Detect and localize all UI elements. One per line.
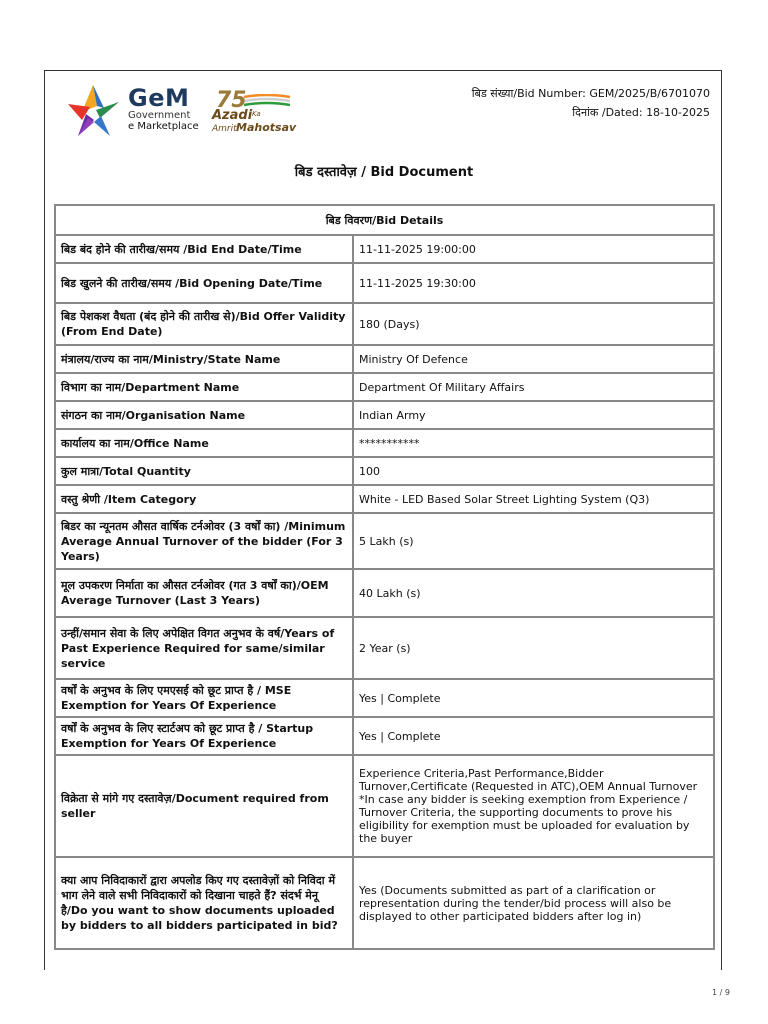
azadi-mahotsav: Mahotsav	[236, 121, 297, 134]
bid-number-value: GEM/2025/B/6701070	[589, 87, 710, 100]
table-body	[55, 235, 714, 949]
azadi-word: Azadi	[212, 108, 253, 123]
row-label: क्या आप निविदाकारों द्वारा अपलोड किए गए दस्तावेज़ों को निविदा में भाग लेने वाले सभी निविदाकारों को दिखाना चाहते हैं? संदर्भ मेनू है/Do you want to show documents uploaded by bidders to all bidders participated in bid?	[55, 857, 353, 949]
table-row	[55, 373, 714, 401]
table-row	[55, 755, 714, 857]
bid-meta	[472, 84, 710, 122]
table-row	[55, 717, 714, 755]
row-value: White - LED Based Solar Street Lighting System (Q3)	[353, 485, 714, 513]
row-label: संगठन का नाम/Organisation Name	[55, 401, 353, 429]
bid-number-label: बिड संख्या/Bid Number:	[471, 87, 586, 100]
row-value: Yes | Complete	[353, 679, 714, 717]
row-value: 100	[353, 457, 714, 485]
row-value: 11-11-2025 19:00:00	[353, 235, 714, 263]
row-label: बिड पेशकश वैधता (बंद होने की तारीख से)/Bid Offer Validity (From End Date)	[55, 303, 353, 345]
table-row	[55, 485, 714, 513]
row-label: उन्हीं/समान सेवा के लिए अपेक्षित विगत अनुभव के वर्ष/Years of Past Experience Required for same/similar service	[55, 617, 353, 679]
row-label: मंत्रालय/राज्य का नाम/Ministry/State Name	[55, 345, 353, 373]
table-row	[55, 235, 714, 263]
gem-subtitle-2: e Marketplace	[128, 121, 199, 132]
page-number: 1 / 9	[712, 988, 730, 997]
header-logos	[64, 82, 304, 144]
row-value: Ministry Of Defence	[353, 345, 714, 373]
row-label: वर्षों के अनुभव के लिए स्टार्टअप को छूट प्राप्त है / Startup Exemption for Years Of Experience	[55, 717, 353, 755]
azadi-ka-amrit-mahotsav-logo	[212, 88, 302, 140]
row-label: बिड खुलने की तारीख/समय /Bid Opening Date/Time	[55, 263, 353, 303]
document-title: बिड दस्तावेज़ / Bid Document	[294, 165, 474, 180]
azadi-75: 75	[216, 88, 247, 113]
table-heading: बिड विवरण/Bid Details	[55, 205, 714, 235]
bid-details-table	[54, 204, 715, 950]
table-row	[55, 679, 714, 717]
row-value: Yes | Complete	[353, 717, 714, 755]
azadi-ka: Ka	[252, 110, 261, 118]
table-row	[55, 569, 714, 617]
table-row	[55, 263, 714, 303]
table-row	[55, 617, 714, 679]
row-value: 5 Lakh (s)	[353, 513, 714, 569]
row-label: बिड बंद होने की तारीख/समय /Bid End Date/Time	[55, 235, 353, 263]
gem-title: GeM	[128, 84, 190, 112]
table-row	[55, 513, 714, 569]
row-value: ***********	[353, 429, 714, 457]
table-row	[55, 303, 714, 345]
row-value: Experience Criteria,Past Performance,Bidder Turnover,Certificate (Requested in ATC),OEM Annual Turnover *In case any bidder is seeking exemption from Experience / Turnover Criteria, the supporting documents to prove his eligibility for exemption must be uploaded for evaluation by the buyer	[353, 755, 714, 857]
row-label: वस्तु श्रेणी /Item Category	[55, 485, 353, 513]
dated-value: 18-10-2025	[646, 106, 710, 119]
row-label: मूल उपकरण निर्माता का औसत टर्नओवर (गत 3 वर्षों का)/OEM Average Turnover (Last 3 Years)	[55, 569, 353, 617]
dated-label: दिनांक /Dated:	[572, 106, 643, 119]
gem-wordmark	[128, 86, 199, 132]
flag-stripes-icon	[242, 94, 292, 108]
row-value: 11-11-2025 19:30:00	[353, 263, 714, 303]
row-value: 2 Year (s)	[353, 617, 714, 679]
row-value: 40 Lakh (s)	[353, 569, 714, 617]
row-label: विक्रेता से मांगे गए दस्तावेज़/Document required from seller	[55, 755, 353, 857]
table-row	[55, 345, 714, 373]
bid-number-row	[472, 84, 710, 103]
row-value: Yes (Documents submitted as part of a clarification or representation during the tender/bid process will also be displayed to other participated bidders after log in)	[353, 857, 714, 949]
table-row	[55, 401, 714, 429]
row-label: कार्यालय का नाम/Office Name	[55, 429, 353, 457]
azadi-amrit: Amrit	[212, 124, 237, 134]
row-value: Indian Army	[353, 401, 714, 429]
row-label: बिडर का न्यूनतम औसत वार्षिक टर्नओवर (3 वर्षों का) /Minimum Average Annual Turnover of the bidder (For 3 Years)	[55, 513, 353, 569]
row-label: विभाग का नाम/Department Name	[55, 373, 353, 401]
dated-row	[472, 103, 710, 122]
row-value: 180 (Days)	[353, 303, 714, 345]
gem-subtitle-1: Government	[128, 110, 191, 121]
table-row	[55, 429, 714, 457]
gem-logo-icon	[64, 82, 122, 140]
table-row	[55, 857, 714, 949]
table-row	[55, 457, 714, 485]
row-value: Department Of Military Affairs	[353, 373, 714, 401]
table-heading-row	[55, 205, 714, 235]
row-label: वर्षों के अनुभव के लिए एमएसई को छूट प्राप्त है / MSE Exemption for Years Of Experience	[55, 679, 353, 717]
row-label: कुल मात्रा/Total Quantity	[55, 457, 353, 485]
